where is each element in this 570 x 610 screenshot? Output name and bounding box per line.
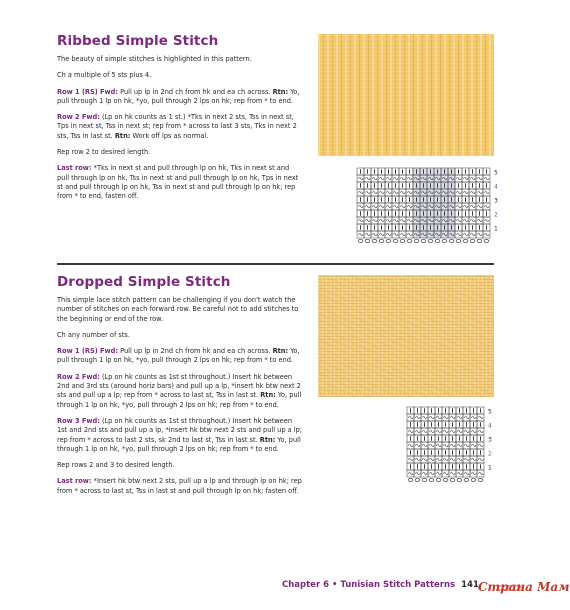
section-title: Dropped Simple Stitch — [57, 274, 231, 290]
chain-instruction: Ch a multiple of 5 sts plus 4. — [57, 71, 152, 80]
page-number: 141 — [461, 580, 479, 590]
return-symbol — [408, 417, 413, 419]
return-symbol — [464, 417, 469, 419]
row-label: Row 2 Fwd: — [57, 113, 100, 122]
return-symbol — [372, 178, 377, 180]
chain-symbol — [456, 240, 461, 243]
return-symbol — [422, 459, 427, 461]
return-symbol — [456, 178, 461, 180]
chain-symbol — [470, 240, 475, 243]
return-symbol — [456, 220, 461, 222]
return-symbol — [457, 431, 462, 433]
return-symbol — [484, 220, 489, 222]
return-symbol — [443, 459, 448, 461]
return-symbol — [372, 234, 377, 236]
return-symbol — [386, 178, 391, 180]
row-label: Row 1 (RS) Fwd: — [57, 347, 118, 356]
return-symbol — [407, 192, 412, 194]
return-symbol — [436, 459, 441, 461]
row-label: Row 1 (RS) Fwd: — [57, 87, 118, 96]
return-symbol — [477, 220, 482, 222]
row-text: Pull up lp in 2nd ch from hk and ea ch across. — [117, 87, 273, 96]
return-label: Rtn: — [260, 391, 276, 400]
return-symbol — [415, 431, 420, 433]
return-symbol — [484, 234, 489, 236]
return-symbol — [422, 431, 427, 433]
row-number: 3 — [494, 197, 498, 205]
row2-instruction — [57, 113, 303, 141]
return-symbol — [365, 220, 370, 222]
return-symbol — [471, 459, 476, 461]
return-symbol — [386, 220, 391, 222]
return-symbol — [358, 220, 363, 222]
return-symbol — [400, 206, 405, 208]
return-symbol — [429, 431, 434, 433]
return-symbol — [393, 192, 398, 194]
return-symbol — [464, 459, 469, 461]
chain-symbol — [421, 240, 426, 243]
row-text: *Tks in next st and pull through lp on hk, Tks in next st and pull through lp on hk, Tss in next st and pull through lp on hk, Tps in next st and pull through lp on hk, Tss in next st and pull through lp on hk; rep from * to end, fasten off. — [57, 164, 299, 201]
chain-symbol — [407, 240, 412, 243]
return-symbol — [484, 178, 489, 180]
chapter-title: Tunisian Stitch Patterns — [340, 580, 456, 590]
chain-symbol — [379, 240, 384, 243]
return-label: Rtn: — [259, 435, 276, 444]
return-symbol — [400, 220, 405, 222]
return-symbol — [463, 178, 468, 180]
chain-instruction: Ch any number of sts. — [57, 330, 130, 339]
return-symbol — [408, 459, 413, 461]
return-symbol — [477, 178, 482, 180]
chain-symbol — [449, 240, 454, 243]
chain-symbol — [414, 240, 419, 243]
row-label: Last row: — [57, 477, 92, 486]
return-symbol — [365, 234, 370, 236]
return-symbol — [408, 431, 413, 433]
return-symbol — [443, 445, 448, 447]
return-symbol — [471, 417, 476, 419]
return-symbol — [429, 417, 434, 419]
return-symbol — [463, 220, 468, 222]
row-text: (Lp on hk counts as 1st st throughout.) Insert hk between 1st and 2nd sts and pull up a lp, *insert hk btw next 2 sts and pull up a lp; rep from * across to last 2 sts, sk 2nd to last st, Tss in last st. — [57, 416, 303, 444]
return-symbol — [456, 234, 461, 236]
row-number: 4 — [494, 183, 498, 191]
return-symbol — [393, 234, 398, 236]
return-symbol — [372, 220, 377, 222]
chain-symbol — [443, 479, 448, 482]
chain-symbol — [422, 479, 427, 482]
return-symbol — [358, 192, 363, 194]
chain-symbol — [372, 240, 377, 243]
return-symbol — [422, 417, 427, 419]
return-text: Work off lps as normal. — [130, 131, 209, 140]
last-row-instruction — [57, 164, 303, 201]
return-symbol — [450, 417, 455, 419]
row-number: 4 — [488, 422, 492, 430]
return-symbol — [436, 431, 441, 433]
return-symbol — [379, 220, 384, 222]
chain-symbol — [463, 240, 468, 243]
return-symbol — [450, 459, 455, 461]
return-symbol — [386, 206, 391, 208]
intro-text: The beauty of simple stitches is highlighted in this pattern. — [57, 55, 252, 63]
return-symbol — [443, 417, 448, 419]
ribbed-swatch-photo — [318, 34, 494, 156]
return-symbol — [477, 234, 482, 236]
return-symbol — [393, 178, 398, 180]
return-symbol — [436, 417, 441, 419]
chain-symbol — [471, 479, 476, 482]
return-symbol — [407, 220, 412, 222]
return-symbol — [415, 473, 420, 475]
return-symbol — [386, 192, 391, 194]
return-symbol — [443, 431, 448, 433]
chain-symbol — [400, 240, 405, 243]
return-symbol — [478, 431, 483, 433]
return-symbol — [478, 459, 483, 461]
return-symbol — [457, 417, 462, 419]
chain-symbol — [442, 240, 447, 243]
repeat-instruction: Rep rows 2 and 3 to desired length. — [57, 461, 175, 470]
return-symbol — [429, 445, 434, 447]
return-label: Rtn: — [114, 131, 131, 140]
chain-symbol — [450, 479, 455, 482]
return-symbol — [470, 192, 475, 194]
return-symbol — [379, 234, 384, 236]
row-number: 5 — [494, 169, 498, 177]
return-symbol — [415, 417, 420, 419]
return-symbol — [450, 445, 455, 447]
row-text: (Lp on hk counts as 1st st throughout.) Insert hk between 2nd and 3rd sts (around horiz bars) and pull up a lp, *insert hk btw next 2 sts and pull up a lp; rep from * across to last st, Tss in last st. — [57, 372, 301, 400]
row-number: 1 — [488, 464, 492, 472]
return-symbol — [478, 445, 483, 447]
return-symbol — [436, 473, 441, 475]
return-symbol — [400, 192, 405, 194]
return-label: Rtn: — [272, 87, 289, 96]
return-symbol — [484, 206, 489, 208]
return-label: Rtn: — [272, 347, 289, 356]
row-number: 2 — [488, 450, 492, 458]
section-divider — [57, 263, 494, 265]
return-symbol — [422, 445, 427, 447]
return-symbol — [443, 473, 448, 475]
return-symbol — [463, 234, 468, 236]
dropped-swatch-photo — [318, 275, 494, 397]
return-symbol — [407, 234, 412, 236]
return-symbol — [470, 234, 475, 236]
return-symbol — [386, 234, 391, 236]
row-number: 2 — [494, 211, 498, 219]
chain-symbol — [435, 240, 440, 243]
last-row-instruction — [57, 477, 303, 496]
return-symbol — [463, 206, 468, 208]
return-text: Yo, pull through 1 lp on hk, *yo, pull through 2 lps on hk; rep from * to end. — [57, 87, 300, 105]
chain-symbol — [428, 240, 433, 243]
chain-symbol — [484, 240, 489, 243]
return-text: Yo, pull through 1 lp on hk, *yo, pull through 2 lps on hk; rep from * to end. — [57, 391, 302, 409]
return-symbol — [400, 178, 405, 180]
return-symbol — [457, 459, 462, 461]
site-watermark: Страна Мам — [478, 580, 570, 594]
return-symbol — [393, 220, 398, 222]
return-symbol — [456, 206, 461, 208]
return-symbol — [477, 206, 482, 208]
return-symbol — [457, 473, 462, 475]
return-symbol — [407, 178, 412, 180]
return-symbol — [408, 445, 413, 447]
return-symbol — [464, 431, 469, 433]
return-text: Yo, pull through 1 lp on hk, *yo, pull through 2 lps on hk; rep from * to end. — [57, 347, 300, 365]
return-symbol — [407, 206, 412, 208]
chain-symbol — [408, 479, 413, 482]
chain-symbol — [358, 240, 363, 243]
intro-text: This simple lace stitch pattern can be challenging if you don't watch the number of stitches on each forward row. Be careful not to add stitches to the beginning or end of the row. — [57, 296, 299, 323]
chain-symbol — [393, 240, 398, 243]
dropped-simple-stitch-section — [57, 274, 303, 503]
row-number: 5 — [488, 408, 492, 416]
return-symbol — [358, 206, 363, 208]
row-label: Last row: — [57, 164, 92, 173]
return-symbol — [478, 417, 483, 419]
chain-symbol — [464, 479, 469, 482]
chain-symbol — [415, 479, 420, 482]
return-symbol — [470, 220, 475, 222]
return-symbol — [393, 206, 398, 208]
return-symbol — [471, 431, 476, 433]
return-symbol — [415, 459, 420, 461]
return-symbol — [365, 206, 370, 208]
return-symbol — [450, 431, 455, 433]
row-number: 1 — [494, 225, 498, 233]
ribbed-simple-stitch-section — [57, 33, 303, 209]
return-symbol — [379, 192, 384, 194]
row1-instruction — [57, 88, 303, 107]
return-symbol — [365, 192, 370, 194]
page-footer — [282, 580, 479, 590]
return-symbol — [422, 473, 427, 475]
ribbed-stitch-chart — [356, 166, 496, 250]
return-symbol — [408, 473, 413, 475]
chain-symbol — [436, 479, 441, 482]
return-symbol — [484, 192, 489, 194]
chain-symbol — [477, 240, 482, 243]
chain-symbol — [457, 479, 462, 482]
row-text: Pull up lp in 2nd ch from hk and ea ch across. — [117, 347, 273, 356]
return-symbol — [477, 192, 482, 194]
chain-symbol — [478, 479, 483, 482]
return-symbol — [464, 445, 469, 447]
return-symbol — [478, 473, 483, 475]
chain-symbol — [386, 240, 391, 243]
return-symbol — [450, 473, 455, 475]
return-symbol — [372, 192, 377, 194]
return-symbol — [456, 192, 461, 194]
return-symbol — [429, 459, 434, 461]
return-symbol — [429, 473, 434, 475]
chain-symbol — [365, 240, 370, 243]
return-symbol — [379, 206, 384, 208]
return-symbol — [365, 178, 370, 180]
return-symbol — [436, 445, 441, 447]
row-number: 3 — [488, 436, 492, 444]
return-symbol — [400, 234, 405, 236]
return-symbol — [415, 445, 420, 447]
return-symbol — [470, 178, 475, 180]
return-symbol — [379, 178, 384, 180]
row3-instruction — [57, 417, 303, 454]
row-label: Row 3 Fwd: — [57, 416, 100, 425]
row1-instruction — [57, 347, 303, 366]
return-symbol — [358, 234, 363, 236]
return-text: Yo, pull through 1 lp on hk, *yo, pull through 2 lps on hk; rep from * to end. — [57, 435, 301, 453]
return-symbol — [471, 445, 476, 447]
return-symbol — [471, 473, 476, 475]
repeat-instruction: Rep row 2 to desired length. — [57, 148, 151, 157]
row2-instruction — [57, 373, 303, 410]
chain-symbol — [429, 479, 434, 482]
row-text: (Lp on hk counts as 1 st.) *Tks in next 2 sts, Tss in next st, Tps in next st, Tss in next st; rep from * across to last 3 sts, Tks in next 2 sts, Tss in last st. — [57, 113, 297, 140]
return-symbol — [470, 206, 475, 208]
return-symbol — [372, 206, 377, 208]
return-symbol — [457, 445, 462, 447]
return-symbol — [464, 473, 469, 475]
dropped-stitch-chart — [406, 405, 496, 489]
row-text: *Insert hk btw next 2 sts, pull up a lp and through lp on hk; rep from * across to last st, Tss in last st and pull through lp on hk; fasten off. — [57, 477, 302, 495]
row-label: Row 2 Fwd: — [57, 372, 100, 381]
chapter-label: Chapter 6 — [282, 580, 330, 590]
footer-bullet: • — [329, 580, 341, 590]
return-symbol — [358, 178, 363, 180]
section-title: Ribbed Simple Stitch — [57, 33, 219, 49]
return-symbol — [463, 192, 468, 194]
